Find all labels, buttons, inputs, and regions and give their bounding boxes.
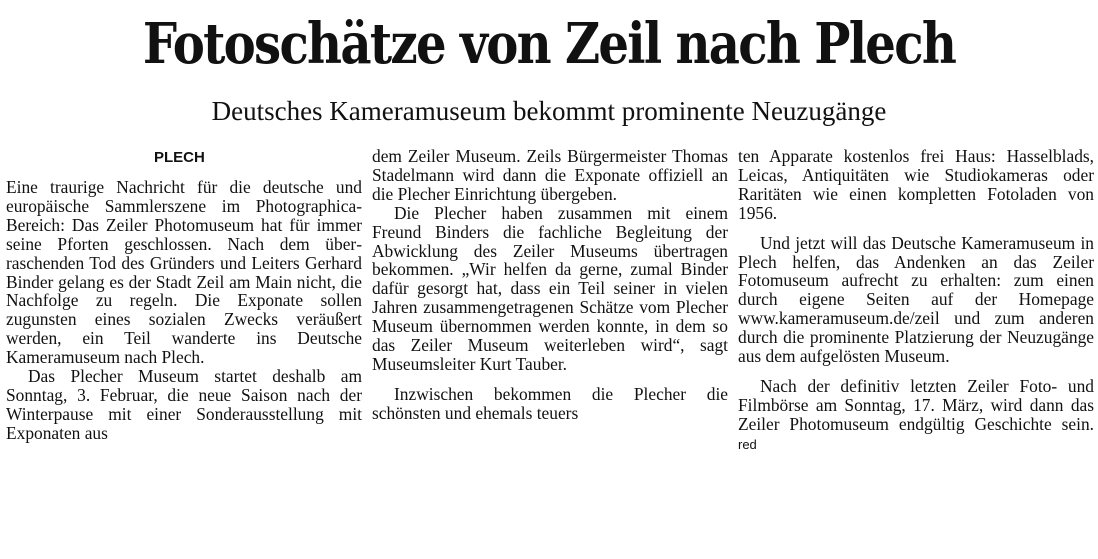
headline: Fotoschätze von Zeil nach Plech (142, 11, 956, 77)
author-signature: red (738, 436, 757, 452)
paragraph-4-continued: ten Apparate kostenlos frei Haus: Hasselblads, Leicas, Antiquitäten wie Studiokameras oder Raritäten wie einen kompletten Fotoladen von 1956. (738, 146, 1094, 223)
subheadline: Deutsches Kameramuseum bekommt prominente Neuzugänge (211, 96, 887, 126)
column-3 (738, 147, 1094, 455)
column-2 (372, 147, 728, 423)
column-1 (6, 147, 362, 443)
dateline: PLECH (154, 149, 205, 166)
paragraph-5: Und jetzt will das Deutsche Kameramuseum in Plech helfen, das Andenken an das Zeiler Fotomuseum aufrecht zu erhalten: zum einen durch eigene Seiten auf der Homepage www.kameramuseum.de/zeil und zum anderen durch die prominente Platzierung der Neuzugänge aus dem aufgelösten Museum. (738, 232, 1094, 367)
paragraph-2: Das Plecher Museum startet deshalb am Sonntag, 3. Februar, die neue Saison nach der Winterpause mit einer Sonderausstellung mit Exponaten aus (6, 366, 362, 443)
paragraph-1: Eine traurige Nachricht für die deutsche und europäische Sammlerszene im Photographica-Bereich: Das Zeiler Photomuseum hat für immer seine Pforten geschlossen. Nach dem überraschenden Tod des Gründers und Leiters Gerhard Binder gelang es der Stadt Zeil am Main nicht, die Nachfolge zu regeln. Die Exponate sollen zugunsten eines sozialen Zwecks veräußert werden, ein Teil wanderte ins Deutsche Kameramuseum nach Plech. (6, 177, 362, 368)
paragraph-6 (738, 377, 1094, 455)
paragraph-3: Die Plecher haben zusammen mit einem Freund Binders die fachliche Begleitung der Abwicklung des Zeiler Museums übertragen bekommen. „Wir helfen da gerne, zumal Binder dafür gesorgt hat, dass ein Teil seiner in vielen Jahren zusammengetragenen Schätze vom Plecher Museum übernommen werden konnte, in dem so das Zeiler Museum weiterleben wird“, sagt Museumsleiter Kurt Tauber. (372, 202, 728, 374)
paragraph-6-text: Nach der definitiv letzten Zeiler Foto- und Filmbörse am Sonntag, 17. März, wird dann das Zeiler Photomuseum endgültig Geschichte sein. (738, 375, 1094, 434)
paragraph-2-continued: dem Zeiler Museum. Zeils Bürgermeister Thomas Stadelmann wird dann die Exponate offiziell an die Plecher Einrichtung übergeben. (372, 146, 728, 204)
paragraph-4: Inzwischen bekommen die Plecher die schönsten und ehemals teuers (372, 383, 728, 423)
